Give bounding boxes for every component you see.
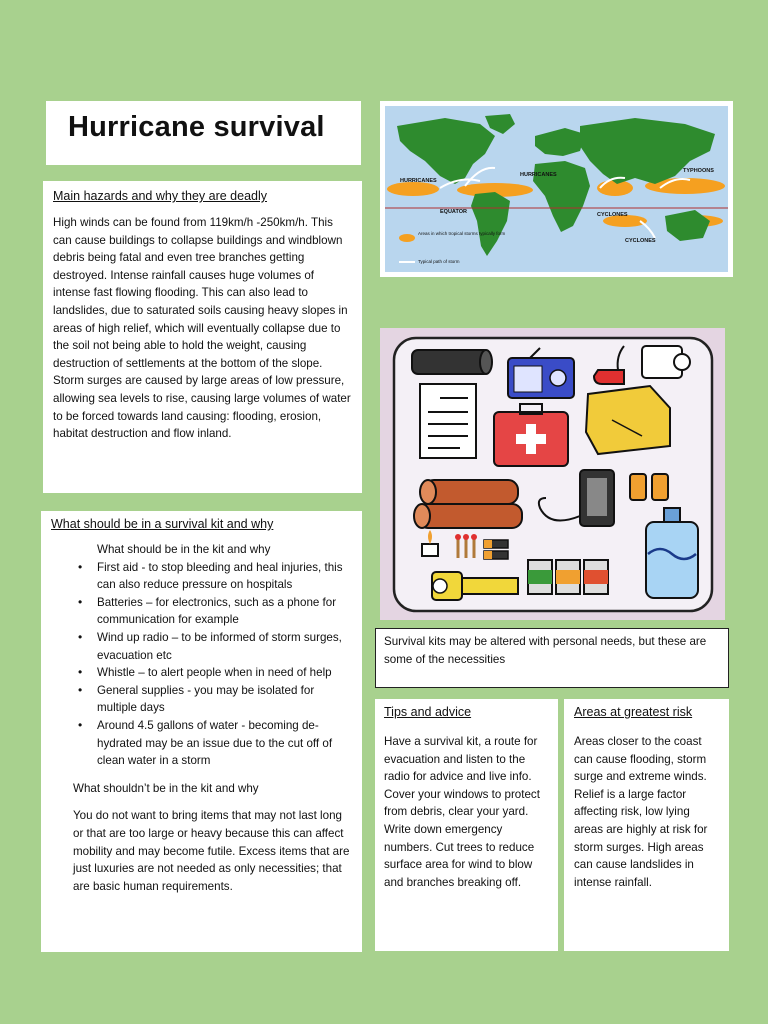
title-box xyxy=(46,101,361,165)
list-item: • Whistle – to alert people when in need of help xyxy=(97,664,352,682)
matches-icon xyxy=(455,534,477,558)
page-title: Hurricane survival xyxy=(68,111,325,143)
legend-areas: Areas in which tropical storms typically form xyxy=(418,231,506,236)
hazards-heading: Main hazards and why they are deadly xyxy=(53,189,268,203)
legend-swatch xyxy=(399,234,415,242)
map-label: HURRICANES xyxy=(520,172,557,178)
map-label: EQUATOR xyxy=(440,209,467,215)
survival-kit-section xyxy=(41,511,362,952)
world-map-figure xyxy=(380,101,733,277)
first-aid-kit-icon xyxy=(494,404,568,466)
kit-list xyxy=(51,559,352,770)
risk-heading: Areas at greatest risk xyxy=(574,705,693,719)
map-label: CYCLONES xyxy=(597,212,628,218)
map-label: CYCLONES xyxy=(625,238,656,244)
cans-icon xyxy=(528,560,608,594)
world-map xyxy=(385,106,728,272)
map-label: TYPHOONS xyxy=(683,168,714,174)
hazards-section xyxy=(43,181,362,493)
toilet-roll-icon xyxy=(642,346,690,378)
tips-heading: Tips and advice xyxy=(384,705,472,719)
blanket-icon xyxy=(586,386,670,454)
kit-intro: What should be in the kit and why xyxy=(97,543,271,556)
list-item: • Wind up radio – to be informed of storm surges, evacuation etc xyxy=(97,629,352,664)
tips-section xyxy=(375,699,558,951)
legend-path: Typical path of storm xyxy=(418,259,460,264)
risk-section xyxy=(564,699,729,951)
list-item: • First aid - to stop bleeding and heal injuries, this can also reduce pressure on hospitals xyxy=(97,559,352,594)
hazards-body: High winds can be found from 119km/h -250km/h. This can cause buildings to collapse buildings and windblown debris being fatal and even tree branches getting destroyed. Intense rainfall causes huge volumes of intense fast flowing flooding. This can also lead to landslides, due to saturated soils causing heavy slopes in areas of high relief, which will eventually collapse due to the soil not being able to hold the weight, causing destruction of settlements at the bottom of the slope. Storm surges are caused by large areas of low pressure, allowing sea levels to rise, causing large volumes of water to be forced towards land causing: flooding, erosion, habitat destruction and flow inland. xyxy=(53,216,351,441)
map-label: HURRICANES xyxy=(400,178,437,184)
kit-caption: Survival kits may be altered with personal needs, but these are some of the necessities xyxy=(384,635,707,666)
kit-caption-box xyxy=(375,628,729,688)
risk-body: Areas closer to the coast can cause flooding, storm surge and extreme winds. Relief is a large factor affecting risk, low lying areas are highly at risk for storm surges. High areas can cause landslides in intense rainfall. xyxy=(574,735,708,889)
kit-dont-heading: What shouldn’t be in the kit and why xyxy=(73,781,259,795)
list-item: • Batteries – for electronics, such as a phone for communication for example xyxy=(97,594,352,629)
sleeping-mat-icon xyxy=(412,350,492,374)
kit-heading: What should be in a survival kit and why xyxy=(51,517,274,531)
tips-body: Have a survival kit, a route for evacuation and listen to the radio for advice and live info. Cover your windows to protect from debris, clear your yard. Write down emergency numbers. Cut trees to reduce surface area for wind to blow and branches breaking off. xyxy=(384,735,540,889)
survival-kit-illustration xyxy=(380,328,725,620)
list-item: • Around 4.5 gallons of water - becoming de-hydrated may be an issue due to the cut off of clean water in a storm xyxy=(97,717,352,770)
document-icon xyxy=(420,384,476,458)
kit-dont-body: You do not want to bring items that may not last long or that are too large or heavy because this can affect mobility and may become futile. Excess items that are just luxuries are not needed as only necessities; that are basic human requirements. xyxy=(73,809,350,893)
kit-illustration xyxy=(380,328,725,620)
water-bottle-icon xyxy=(646,508,698,598)
list-item: • General supplies - you may be isolated for multiple days xyxy=(97,682,352,717)
logs-icon xyxy=(414,480,522,528)
